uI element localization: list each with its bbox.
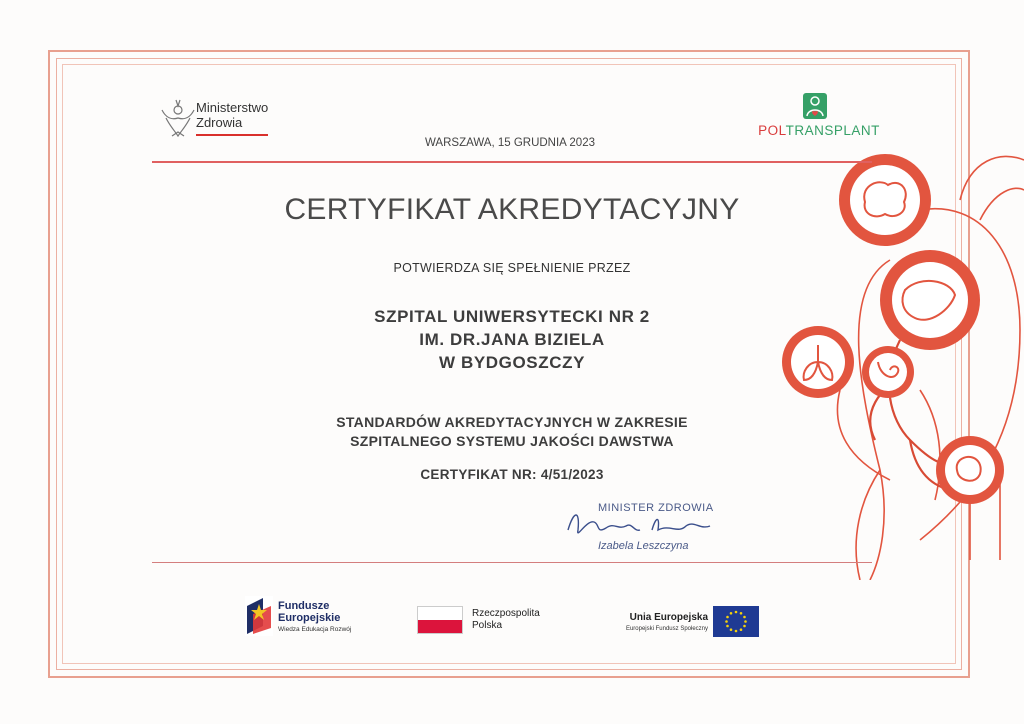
- hospital-line1: SZPITAL UNIWERSYTECKI NR 2: [374, 307, 650, 326]
- poltransplant-name-pol: POL: [758, 123, 786, 138]
- poltransplant-name: [756, 123, 882, 138]
- certificate-title: CERTYFIKAT AKREDYTACYJNY: [284, 193, 740, 226]
- european-funds-line1: Fundusze: [278, 600, 330, 612]
- hospital-line3: W BYDGOSZCZY: [438, 353, 586, 372]
- poltransplant-name-rest: TRANSPLANT: [785, 123, 880, 138]
- gear-lungs-icon: [782, 326, 854, 398]
- eu-name: Unia Europejska: [629, 612, 708, 623]
- stamp-title: MINISTER ZDROWIA: [598, 502, 714, 514]
- european-funds-logo-icon: [245, 596, 273, 636]
- gear-kidney-icon: [936, 436, 1004, 504]
- issue-date: WARSZAWA, 15 GRUDNIA 2023: [425, 137, 595, 149]
- poltransplant-logo-icon: [802, 92, 828, 120]
- bottom-divider: [152, 562, 872, 563]
- eu-fund-name: Europejski Fundusz Społeczny: [625, 626, 708, 632]
- ministry-line2: Zdrowia: [196, 115, 243, 130]
- polish-flag-icon: [417, 606, 463, 634]
- stamp-name: Izabela Leszczyna: [598, 540, 689, 552]
- ministry-underline: [196, 134, 268, 136]
- republic-line1: Rzeczpospolita: [472, 608, 540, 619]
- ministry-name: [196, 100, 268, 130]
- gear-stomach-icon: [862, 346, 914, 398]
- top-divider: [152, 161, 872, 163]
- standards-line2: SZPITALNEGO SYSTEMU JAKOŚCI DAWSTWA: [350, 433, 674, 449]
- ministry-line1: Ministerstwo: [196, 100, 269, 115]
- hospital-name: [300, 305, 724, 374]
- standards-text: [260, 413, 764, 451]
- republic-of-poland: [472, 608, 540, 632]
- confirmation-text: POTWIERDZA SIĘ SPEŁNIENIE PRZEZ: [393, 261, 631, 275]
- republic-line2: Polska: [472, 620, 503, 631]
- european-funds-line2: Europejskie: [278, 612, 341, 624]
- hospital-line2: IM. DR.JANA BIZIELA: [419, 330, 605, 349]
- gear-liver-icon: [880, 250, 980, 350]
- standards-line1: STANDARDÓW AKREDYTACYJNYCH W ZAKRESIE: [336, 414, 688, 430]
- certificate-number: CERTYFIKAT NR: 4/51/2023: [420, 467, 604, 482]
- eu-flag-icon: [713, 606, 759, 637]
- european-funds-program: Wiedza Edukacja Rozwój: [278, 626, 352, 633]
- european-funds-name: [278, 600, 340, 624]
